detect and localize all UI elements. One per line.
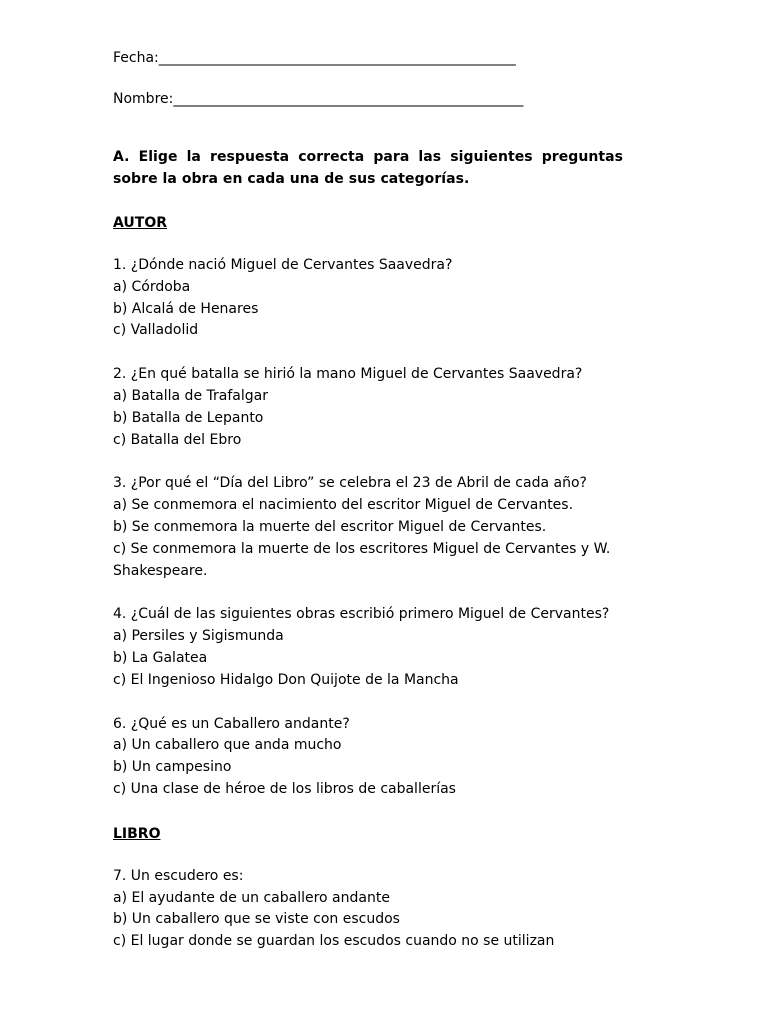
answer-option[interactable]: c) El Ingenioso Hidalgo Don Quijote de la Mancha xyxy=(113,671,459,688)
worksheet xyxy=(113,47,623,953)
fecha-field[interactable]: Fecha:___________________________________________________ xyxy=(113,50,516,66)
answer-option[interactable]: c) Valladolid xyxy=(113,322,199,339)
answer-option[interactable]: a) Batalla de Trafalgar xyxy=(113,387,268,404)
answer-option[interactable]: a) Persiles y Sigismunda xyxy=(113,628,284,645)
answer-option[interactable]: c) Batalla del Ebro xyxy=(113,431,242,448)
answer-option[interactable]: a) Córdoba xyxy=(113,278,191,295)
answer-option[interactable]: a) Un caballero que anda mucho xyxy=(113,737,342,754)
question-text: 2. ¿En qué batalla se hirió la mano Miguel de Cervantes Saavedra? xyxy=(113,366,583,383)
section-title-libro: LIBRO xyxy=(113,825,161,842)
question-text: 4. ¿Cuál de las siguientes obras escribió primero Miguel de Cervantes? xyxy=(113,606,610,623)
question-block xyxy=(113,255,623,342)
answer-option[interactable]: b) Se conmemora la muerte del escritor Miguel de Cervantes. xyxy=(113,518,547,535)
question-block xyxy=(113,364,623,451)
question-block xyxy=(113,714,623,801)
question-text: 6. ¿Qué es un Caballero andante? xyxy=(113,715,350,732)
answer-option[interactable]: c) El lugar donde se guardan los escudos cuando no se utilizan xyxy=(113,933,555,950)
question-block xyxy=(113,604,623,691)
sections-container xyxy=(113,212,623,953)
answer-option[interactable]: b) Alcalá de Henares xyxy=(113,300,259,317)
question-text: 1. ¿Dónde nació Miguel de Cervantes Saavedra? xyxy=(113,257,453,273)
question-block xyxy=(113,473,623,582)
question-text: 3. ¿Por qué el “Día del Libro” se celebra el 23 de Abril de cada año? xyxy=(113,475,587,492)
answer-option[interactable]: c) Una clase de héroe de los libros de caballerías xyxy=(113,780,456,797)
answer-option[interactable]: a) Se conmemora el nacimiento del escritor Miguel de Cervantes. xyxy=(113,497,574,514)
answer-option[interactable]: b) Batalla de Lepanto xyxy=(113,409,264,426)
answer-option[interactable]: c) Se conmemora la muerte de los escritores Miguel de Cervantes y W. Shakespeare. xyxy=(113,540,611,579)
instructions: A. Elige la respuesta correcta para las siguientes preguntas sobre la obra en cada una de sus categorías. xyxy=(113,149,623,187)
answer-option[interactable]: a) El ayudante de un caballero andante xyxy=(113,889,390,906)
question-block xyxy=(113,866,623,953)
answer-option[interactable]: b) Un campesino xyxy=(113,759,232,776)
answer-option[interactable]: b) Un caballero que se viste con escudos xyxy=(113,911,400,928)
nombre-field[interactable]: Nombre:__________________________________________________ xyxy=(113,91,524,107)
question-text: 7. Un escudero es: xyxy=(113,867,244,884)
section-title-autor: AUTOR xyxy=(113,215,168,231)
answer-option[interactable]: b) La Galatea xyxy=(113,649,208,666)
